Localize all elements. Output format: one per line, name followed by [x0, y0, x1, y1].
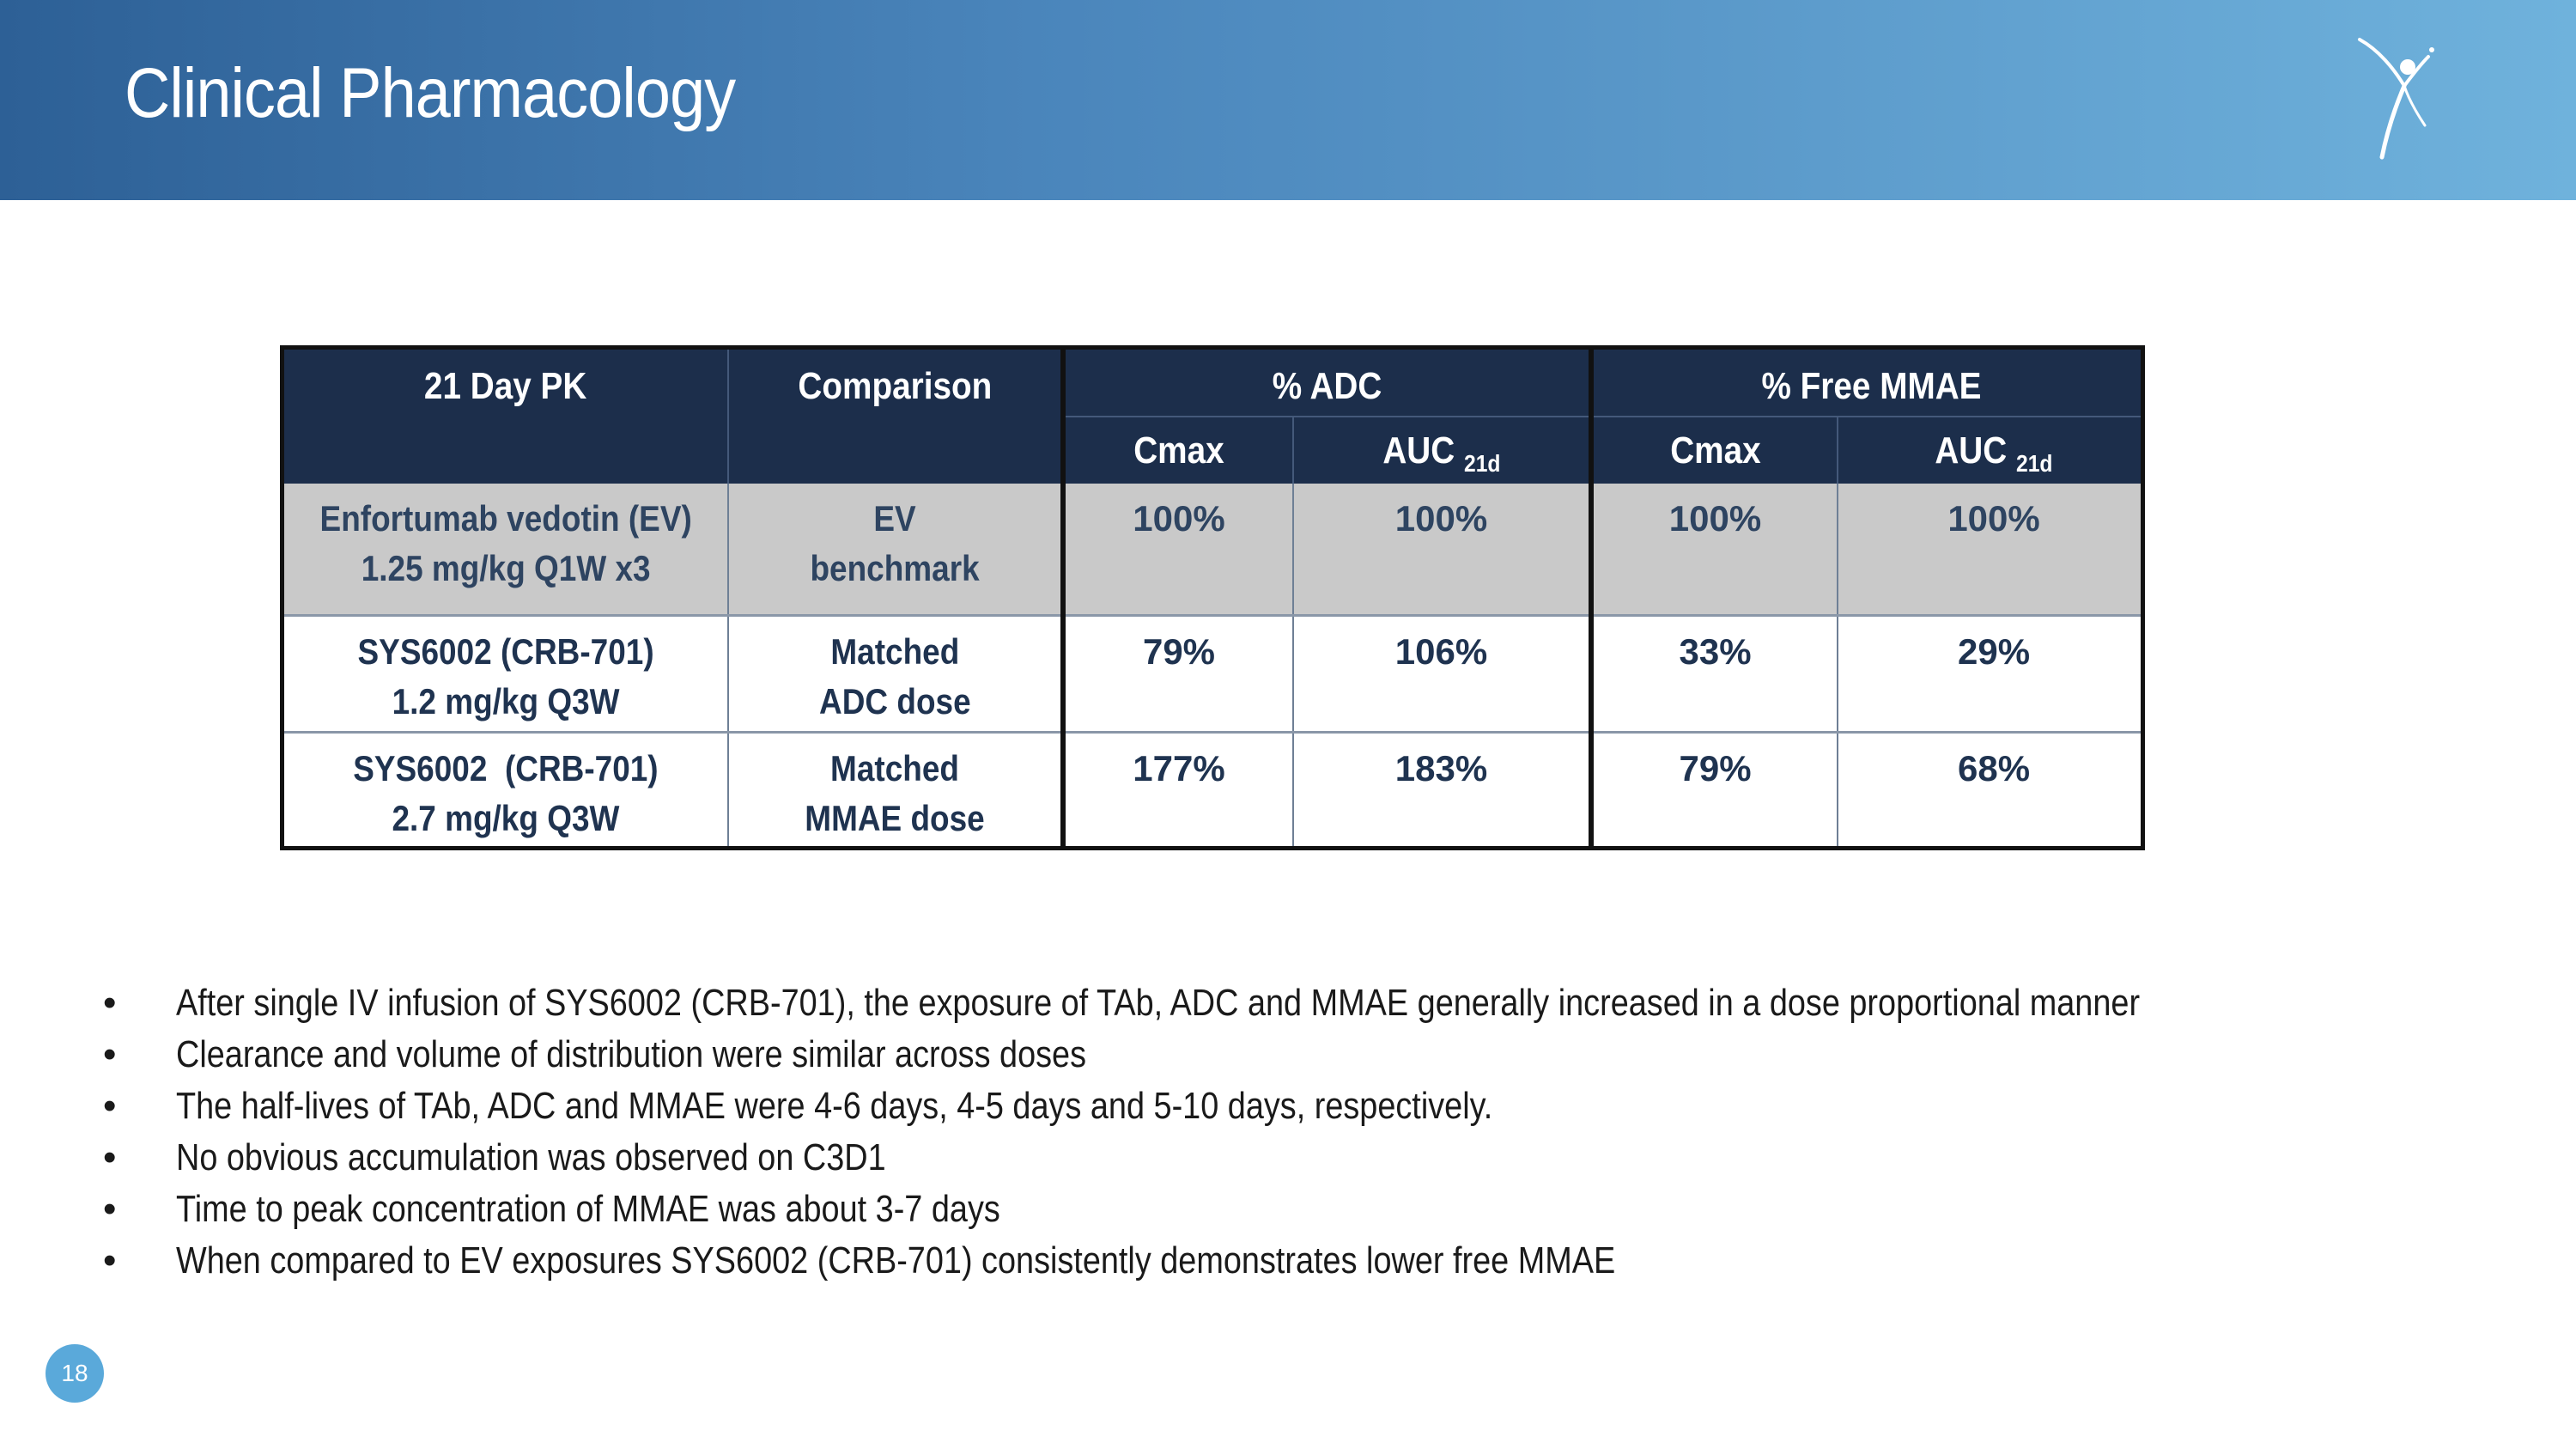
- header-group-free-mmae: % Free MMAE: [1591, 350, 2145, 417]
- cell-adc-cmax: 177%: [1063, 732, 1293, 846]
- cell-adc-auc: 106%: [1293, 615, 1591, 732]
- bullet-marker: •: [103, 1188, 117, 1230]
- pk-comparison-table: [280, 345, 2145, 850]
- cell-mmae-auc: 100%: [1838, 484, 2145, 615]
- cell-adc-auc: 183%: [1293, 732, 1591, 846]
- bullet-marker: •: [103, 1033, 117, 1075]
- figure-logo-icon: [2353, 33, 2456, 161]
- header-21-day-pk: 21 Day PK: [284, 350, 728, 484]
- cell-adc-cmax: 79%: [1063, 615, 1293, 732]
- cell-comparison: EV benchmark: [728, 484, 1063, 615]
- bullet-marker: •: [103, 1136, 117, 1178]
- header-comparison: Comparison: [728, 350, 1063, 484]
- cell-comparison: Matched ADC dose: [728, 615, 1063, 732]
- header-adc-cmax: Cmax: [1063, 417, 1293, 484]
- cell-pk: SYS6002 (CRB-701) 1.2 mg/kg Q3W: [284, 615, 728, 732]
- page-number-badge: 18: [46, 1344, 104, 1403]
- table-row: [284, 615, 2145, 732]
- list-item: • The half-lives of TAb, ADC and MMAE were 4-6 days, 4-5 days and 5-10 days, respectively.: [103, 1081, 2459, 1132]
- header-mmae-auc: AUC $_{21d}$: [1838, 417, 2145, 484]
- cell-mmae-cmax: 100%: [1591, 484, 1838, 615]
- cell-mmae-cmax: 33%: [1591, 615, 1838, 732]
- cell-comparison: Matched MMAE dose: [728, 732, 1063, 846]
- bullet-marker: •: [103, 1085, 117, 1127]
- list-item: • When compared to EV exposures SYS6002 (CRB-701) consistently demonstrates lower free MMAE: [103, 1235, 2459, 1287]
- list-item: • Time to peak concentration of MMAE was about 3-7 days: [103, 1184, 2459, 1235]
- cell-adc-auc: 100%: [1293, 484, 1591, 615]
- cell-mmae-cmax: 79%: [1591, 732, 1838, 846]
- table-row: [284, 484, 2145, 615]
- cell-mmae-auc: 68%: [1838, 732, 2145, 846]
- cell-mmae-auc: 29%: [1838, 615, 2145, 732]
- header-group-adc: % ADC: [1063, 350, 1591, 417]
- bullet-marker: •: [103, 982, 117, 1024]
- header-mmae-cmax: Cmax: [1591, 417, 1838, 484]
- cell-adc-cmax: 100%: [1063, 484, 1293, 615]
- list-item: • Clearance and volume of distribution were similar across doses: [103, 1029, 2459, 1081]
- slide-header: [0, 0, 2576, 200]
- slide-title: Clinical Pharmacology: [125, 54, 736, 132]
- header-adc-auc: AUC $_{21d}$: [1293, 417, 1591, 484]
- bullet-marker: •: [103, 1239, 117, 1282]
- list-item: • No obvious accumulation was observed on C3D1: [103, 1132, 2459, 1184]
- findings-bullet-list: [103, 977, 2459, 1287]
- table-row: [284, 732, 2145, 846]
- list-item: • After single IV infusion of SYS6002 (CRB-701), the exposure of TAb, ADC and MMAE generally increased in a dose proportional manner: [103, 977, 2459, 1029]
- cell-pk: Enfortumab vedotin (EV) 1.25 mg/kg Q1W x3: [284, 484, 728, 615]
- cell-pk: SYS6002 (CRB-701) 2.7 mg/kg Q3W: [284, 732, 728, 846]
